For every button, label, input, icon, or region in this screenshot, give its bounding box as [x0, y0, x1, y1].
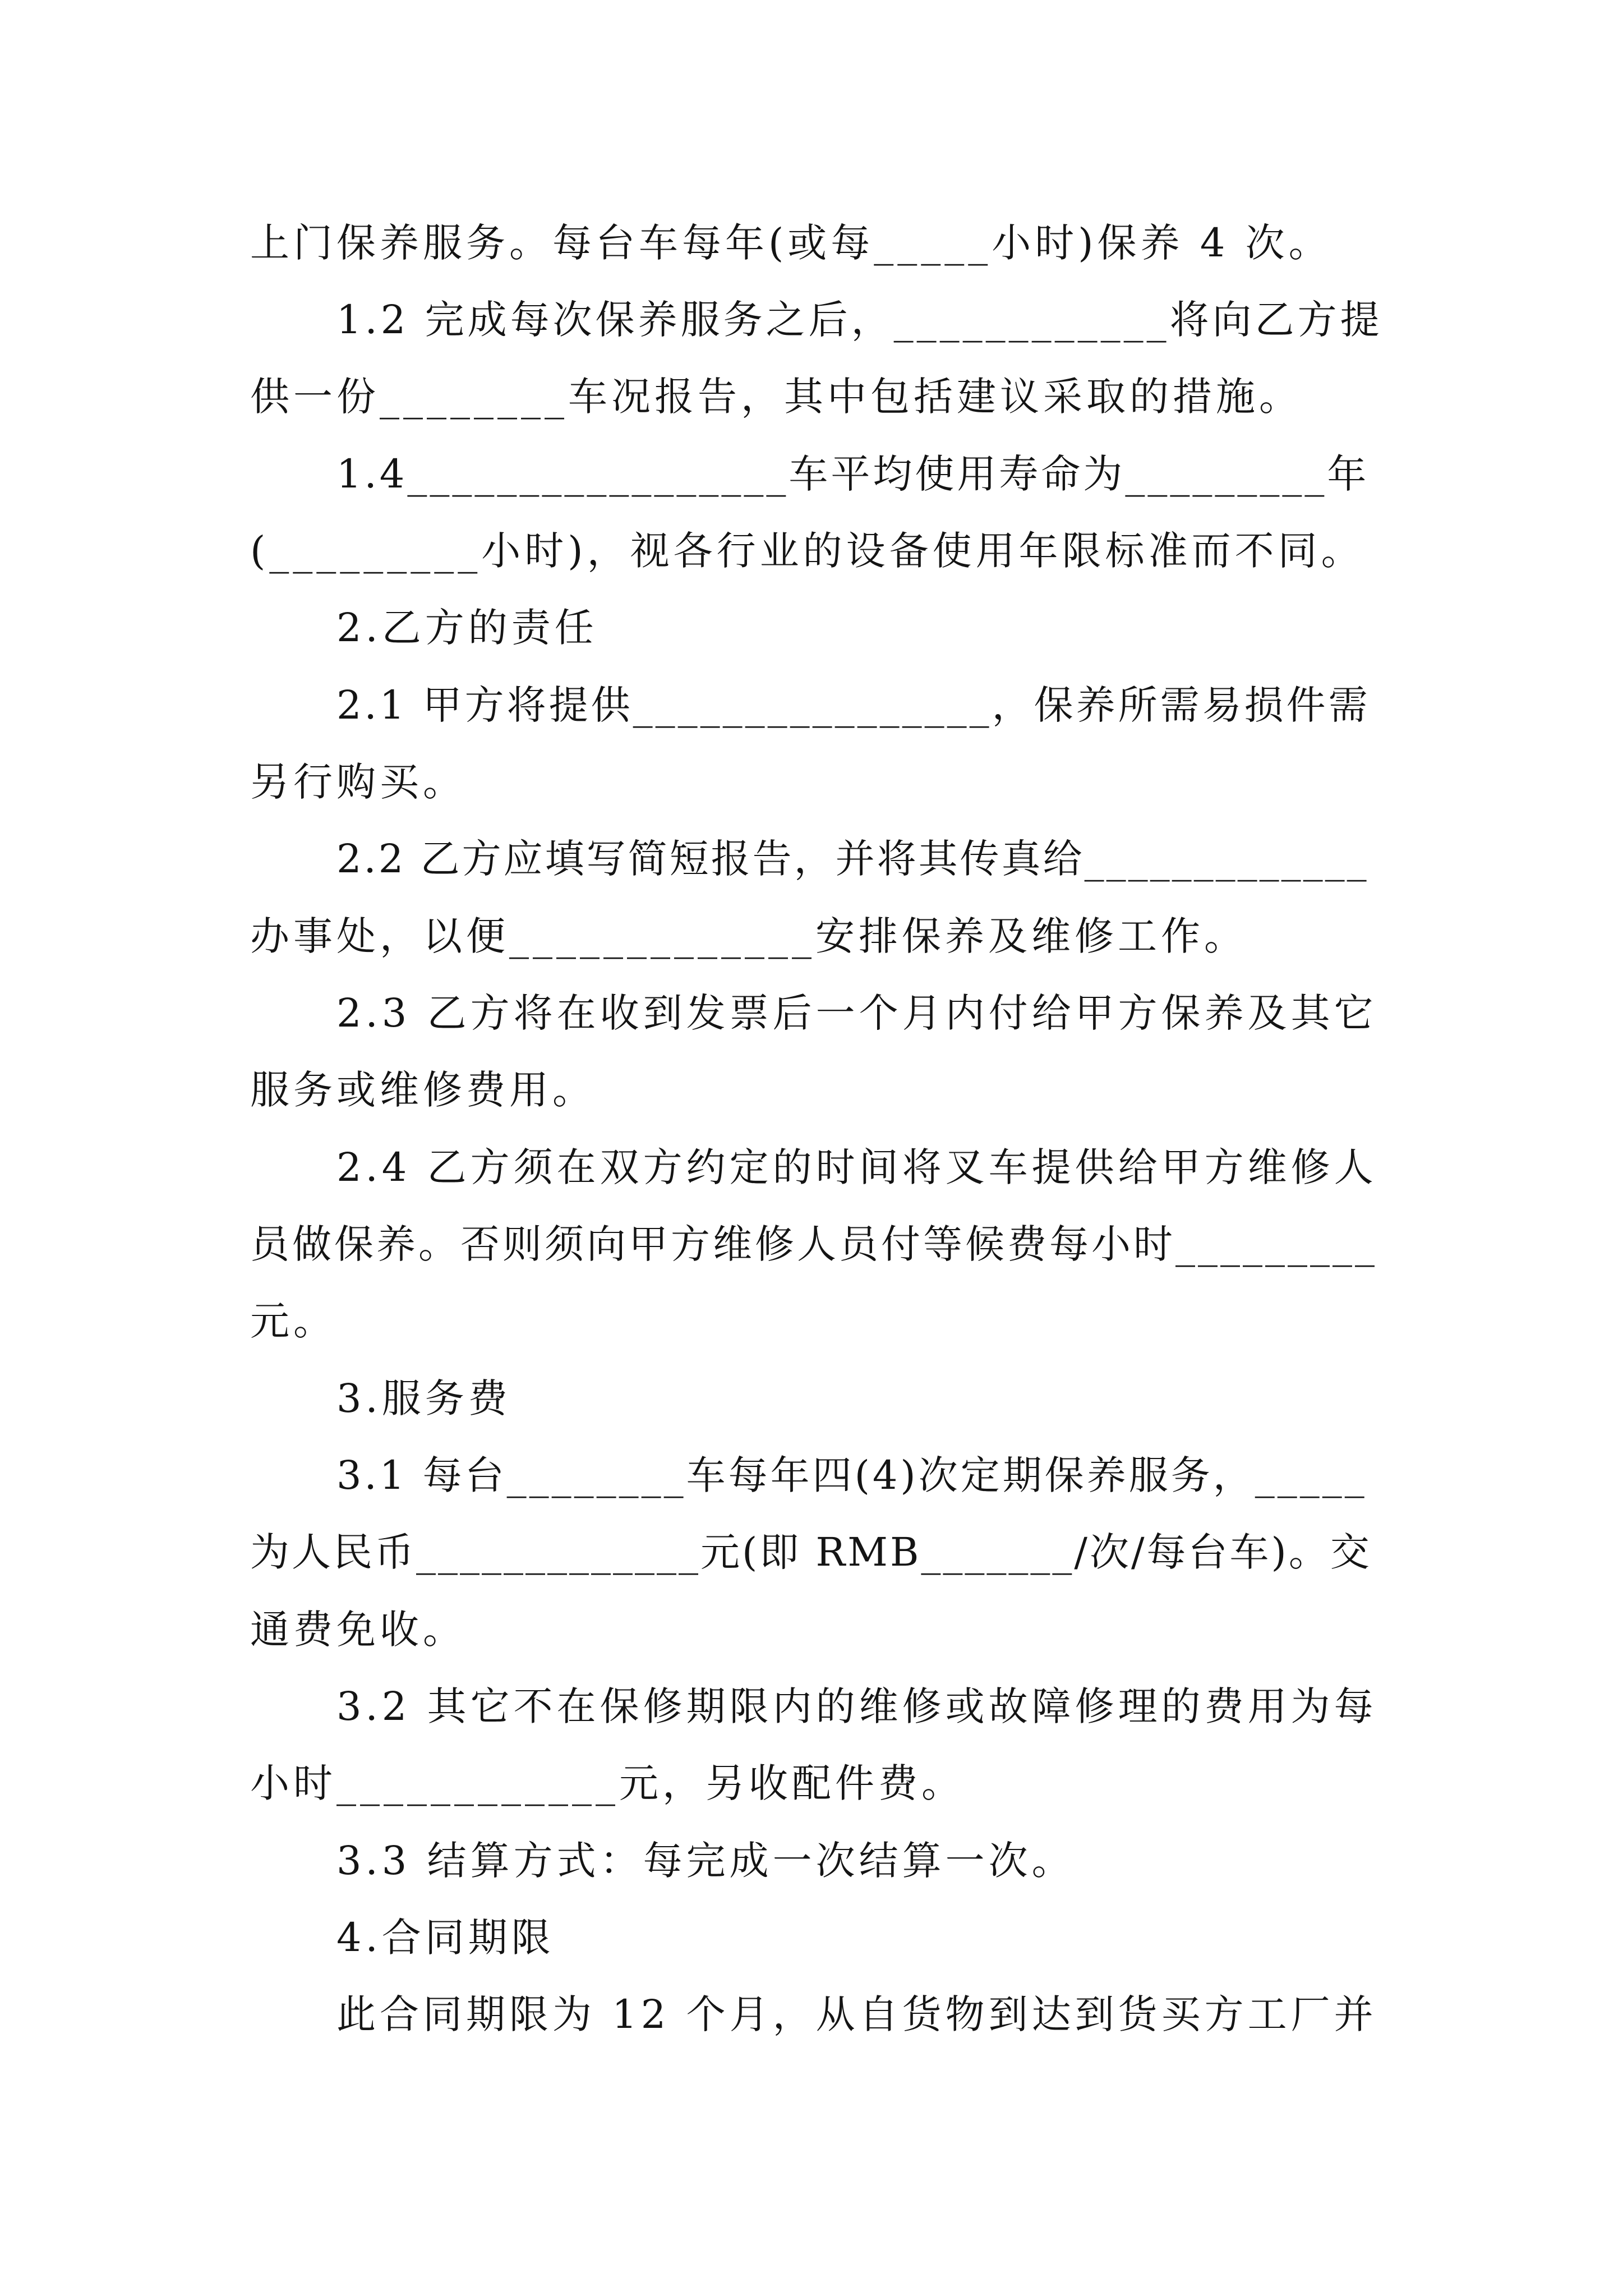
text-line: 元。 — [250, 1298, 336, 1344]
text-line: 2.1 甲方将提供________________，保养所需易损件需 — [336, 682, 1371, 728]
text-line: 2.3 乙方将在收到发票后一个月内付给甲方保养及其它 — [336, 990, 1377, 1036]
text-line: 2.4 乙方须在双方约定的时间将叉车提供给甲方维修人 — [336, 1144, 1377, 1190]
text-line: 通费免收。 — [250, 1607, 466, 1653]
text-line: 3.3 结算方式：每完成一次结算一次。 — [336, 1838, 1075, 1884]
text-line: 2.2 乙方应填写简短报告，并将其传真给_____________ — [336, 836, 1369, 882]
text-line: 3.1 每台________车每年四(4)次定期保养服务，_____ — [336, 1452, 1367, 1498]
text-line: 此合同期限为 12 个月，从自货物到达到货买方工厂并 — [336, 1991, 1377, 2037]
text-line: 小时____________元，另收配件费。 — [250, 1760, 965, 1806]
text-line: 上门保养服务。每台车每年(或每_____小时)保养 4 次。 — [250, 220, 1332, 266]
text-line: 4.合同期限 — [336, 1915, 555, 1961]
text-line: 3.服务费 — [336, 1375, 511, 1421]
text-line: 员做保养。否则须向甲方维修人员付等候费每小时_________ — [250, 1221, 1377, 1267]
text-line: 1.2 完成每次保养服务之后，____________将向乙方提 — [336, 297, 1383, 343]
text-line: (_________小时)，视各行业的设备使用年限标准而不同。 — [250, 528, 1364, 574]
text-line: 服务或维修费用。 — [250, 1067, 596, 1113]
text-line: 2.乙方的责任 — [336, 605, 598, 651]
text-line: 另行购买。 — [250, 759, 466, 805]
text-line: 1.4_________________车平均使用寿命为_________年 — [336, 451, 1370, 497]
text-line: 3.2 其它不在保修期限内的维修或故障修理的费用为每 — [336, 1683, 1377, 1729]
text-line: 办事处，以便_____________安排保养及维修工作。 — [250, 913, 1247, 959]
text-line: 为人民币_____________元(即 RMB_______/次/每台车)。交 — [250, 1529, 1372, 1575]
text-line: 供一份________车况报告，其中包括建议采取的措施。 — [250, 374, 1302, 420]
